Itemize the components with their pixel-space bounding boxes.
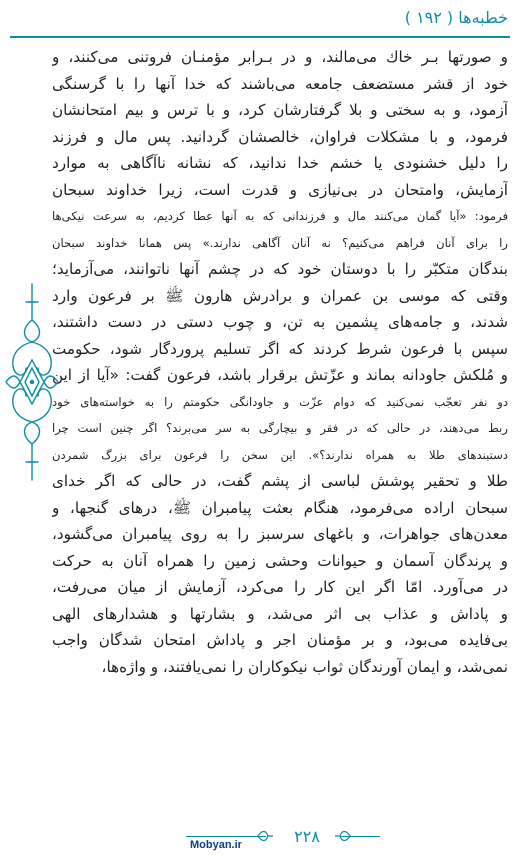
text-line: و پرندگان آسمان و حيوانات وحشى زمين را همراه آنان به حركت xyxy=(52,551,508,570)
text-line: معدن‌هاى جواهرات، و باغهاى سرسبز را به روى پيامبران مى‌گشود، xyxy=(52,525,508,543)
text-line: ربط مى‌دهند، در حالى كه در فقر و بيچارگى به سر مى‌برند؟ اگر چنين است چرا xyxy=(52,421,508,435)
text-line: دو نفر تعجّب نمى‌كنيد كه دوام عزّت و جاودانگى حكومتم را به خواسته‌هاى خود xyxy=(52,394,508,409)
page-number: ۲۲۸ xyxy=(294,827,320,846)
footer-divider-left xyxy=(186,836,266,837)
text-line: دستبندهاى طلا به همراه ندارند؟». اين سخن را فرعون براى بزرگ شمردن xyxy=(52,447,508,462)
text-line: طلا و تحقير پوشش لباسى از پشم گفت، در حالى كه اگر خداى xyxy=(52,472,508,490)
text-line: در مى‌آورد. امّا اگر اين كار را مى‌كرد، آزمايش از ميان مى‌رفت، xyxy=(52,578,508,596)
text-line: آزمايش، وامتحان در بى‌نيازى و قدرت است، زيرا خداوند سبحان xyxy=(52,180,508,199)
chapter-title: خطبه‌ها ( ۱۹۲ ) xyxy=(404,8,508,27)
arabesque-ornament-icon xyxy=(4,282,60,482)
body-text xyxy=(52,44,508,680)
text-line: و صورتها بـر خاك مى‌مالند، و در بـرابر مؤمنـان فروتنى مى‌كنند، و xyxy=(52,48,508,66)
text-line: خود از قشر مستضعف جامعه مى‌باشند كه خدا آنها را با گرسنگى xyxy=(52,74,508,93)
text-line: را دليل خشنودى يا خشم خدا ندانيد، كه نشانه ناآگاهى به موارد xyxy=(52,154,508,172)
text-line: فرمود، و با مشكلات فراوان، خالصشان گردانيد. پس مال و فرزند xyxy=(52,127,508,146)
page-header xyxy=(0,0,520,40)
text-line: وقتى كه موسى بن عمران و برادرش هارون ﷺ بر فرعون وارد xyxy=(52,286,508,305)
text-line: فرمود: «آيا گمان مى‌كنند مال و فرزندانى كه به آنها عطا كرديم، به سرعت نيكى‌ها xyxy=(52,209,508,223)
text-line: نمى‌شد، و ايمان آورندگان ثواب نيكوكاران را نمى‌يافتند، و واژه‌ها، xyxy=(101,657,508,676)
text-line: سپس با فرعون شرط كردند كه اگر تسليم پروردگار شود، حكومت xyxy=(52,339,508,358)
text-line: بندگان متكبّر را با دوستان خود كه در چشم آنها ناتوانند، مى‌آزمايد؛ xyxy=(52,260,508,278)
site-logo[interactable]: Mobyan.ir xyxy=(190,839,242,851)
header-divider xyxy=(10,36,510,38)
text-line: سبحان اراده مى‌فرمود، هنگام بعثت پيامبران ﷺ، درهاى گنجها، و xyxy=(52,498,508,517)
page-footer xyxy=(0,815,520,855)
text-line: آزمود، و به سختى و بلا گرفتارشان كرد، و با ترس و بيم امتحانشان xyxy=(52,101,508,119)
text-line: بى‌فايده مى‌بود، و بر مؤمنان اجر و پاداش امتحان شدگان واجب xyxy=(52,631,508,649)
text-line: و مُلكش جاودانه بماند و عزّتش برقرار باشد، فرعون گفت: «آيا از اين xyxy=(52,366,508,384)
text-line: و پاداش و عذاب بى اثر مى‌شد، و بشارتها و هشدارهاى الهى xyxy=(52,604,508,623)
text-line: را براى آنان فراهم مى‌كنيم؟ نه آنان آگاهى ندارند.» پس همانا خداوند سبحان xyxy=(52,235,508,250)
footer-divider-right xyxy=(340,836,380,837)
text-line: شدند، و جامه‌هاى پشمين به تن، و چوب دستى در دست داشتند، xyxy=(52,313,508,331)
